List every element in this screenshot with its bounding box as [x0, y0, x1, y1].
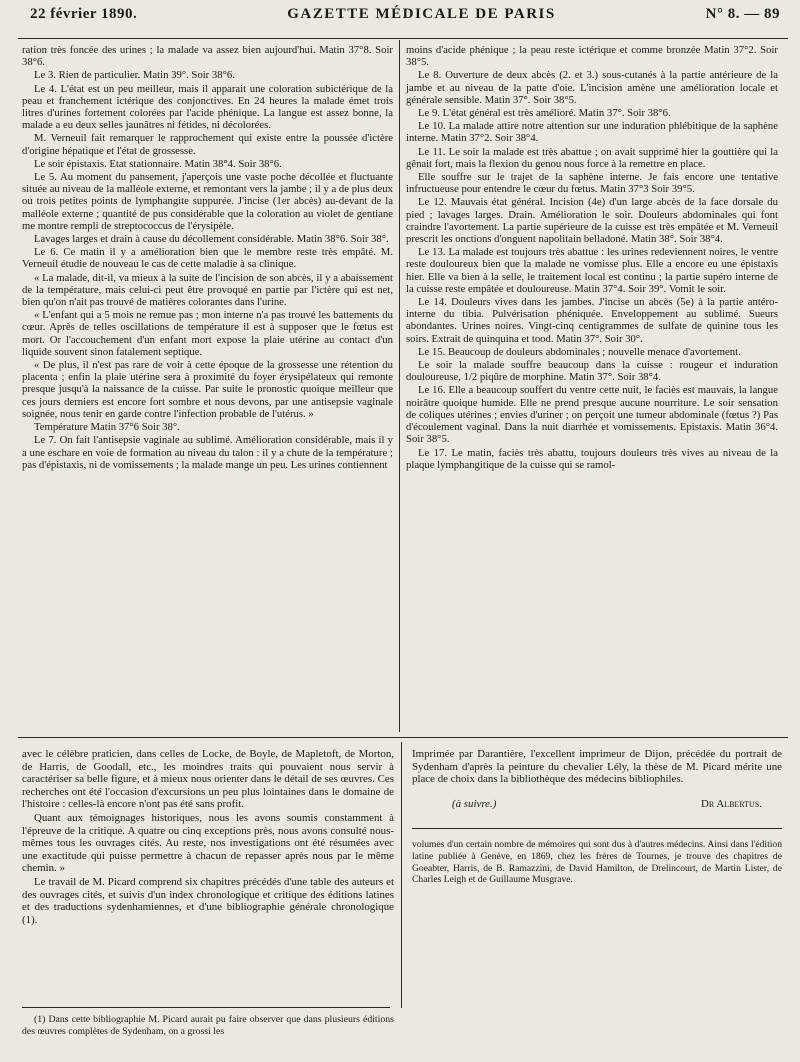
paragraph: Le 9. L'état général est très amélioré. Matin 37°. Soir 38°6.: [418, 107, 671, 120]
paragraph: Le 13. La malade est toujours très abattue : les urines redeviennent noires, le ventre reste douloureux bien que la malade ne vomisse plus. Elle a encore eu une épistaxis hier. Elle va bien à la selle, le traitement local est continu ; la partie supéro interne de la cuisse reste empâtée et douloureuse. Matin 37°4. Soir 39°. Vomit le soir.: [406, 246, 778, 295]
paragraph: Le 10. La malade attire notre attention sur une induration phlébitique de la saphène interne. Matin 37°2. Soir 38°4.: [406, 120, 778, 145]
paragraph: Lavages larges et drain à cause du décollement considérable. Matin 38°6. Soir 38°.: [34, 233, 389, 246]
column-divider: [399, 40, 400, 732]
paragraph: Le 7. On fait l'antisepsie vaginale au sublimé. Amélioration considérable, mais il y a une eschare en voie de formation au niveau du talon : il y a chute de la température ; pas d'épistaxis, ni de vomissements ; la malade mange un peu. Les urines contiennent: [22, 434, 393, 471]
paragraph: avec le célèbre praticien, dans celles de Locke, de Boyle, de Mapletoft, de Morton, de Harris, de Goodall, etc., les moindres traits qui pouvaient nous servir à caractériser sa belle figure, et à mieux nous orienter dans le détail de ses œuvres. Ces recherches ont été l'occasion d'excursions un peu plus lointaines dans le domaine de l'histoire : celles-là encore n'ont pas été sans profit.: [22, 748, 394, 811]
paragraph: M. Verneuil fait remarquer le rapprochement qui existe entre la poussée d'ictère d'origine hépatique et l'état de grossesse.: [22, 132, 393, 157]
paragraph: Le soir la malade souffre beaucoup dans la cuisse : rougeur et induration douloureuse, 1/2 piqûre de morphine. Matin 37°. Soir 38°4.: [406, 359, 778, 384]
bottom-left-column: [22, 748, 394, 927]
paragraph: Le 11. Le soir la malade est très abattue ; on avait supprimé hier la gouttière qui la gênait fort, mais la flexion du genou nous force à la remettre en place.: [406, 145, 778, 170]
paragraph: Imprimée par Darantière, l'excellent imprimeur de Dijon, précédée du portrait de Sydenham d'après la peinture du chevalier Lély, la thèse de M. Picard mérite une place de choix dans la bibliothèque des médecins bibliophiles.: [412, 748, 782, 786]
to-be-continued: (à suivre.): [452, 797, 497, 810]
paragraph: « La malade, dit-il, va mieux à la suite de l'incision de son abcès, il y a abaissement de la température, mais celui-ci peut être provoqué en partie par l'ictère qui est net, bien qu'on n'ait pas trouvé de matières colorantes dans l'urine.: [22, 271, 393, 309]
paragraph: Quant aux témoignages historiques, nous les avons soumis constamment à l'épreuve de la critique. A quatre ou cinq exceptions près, nous avons consulté nous-mêmes tous les ouvrages cités. Au reste, nos investigations ont été résumées avec une exactitude qui puisse permettre à chacun de repasser après nous par le même chemin. »: [22, 811, 394, 875]
paragraph: « De plus, il n'est pas rare de voir à cette époque de la grossesse une rétention du placenta ; enfin la plaie utérine sera à proximité du foyer érysipélateux qui remonte presque jusqu'à la naissance de la cuisse. Par suite le pronostic quoique meilleur que ces jours derniers est encore fort sombre et nous devons, par une antisepsie vaginale soignée, nous tenir en garde contre l'infection probable de l'utérus. »: [22, 359, 393, 420]
paragraph: Le 12. Mauvais état général. Incision (4e) d'un large abcès de la face dorsale du pied ; lavages larges. Drain. Amélioration le soir. Douleurs abdominales qui font craindre l'avortement. La partie supérieure de la cuisse est très empâtée et M. Verneuil prescrit les onctions d'onguent napolitain belladoné. Matin 38°. Soir 38°4.: [406, 196, 778, 246]
bottom-right-column: [412, 748, 782, 887]
author-name: Dr Albertus.: [701, 797, 762, 810]
footnote-paragraph: (1) Dans cette bibliographie M. Picard aurait pu faire observer que dans plusieurs éditions des œuvres complètes de Sydenham, on a grossi les: [22, 1014, 394, 1037]
header-date: 22 février 1890.: [30, 6, 138, 22]
paragraph: Le 6. Ce matin il y a amélioration bien que le membre reste très empâté. M. Verneuil étudie de nouveau le cas de cette maladie à sa clinique.: [22, 246, 393, 271]
paragraph: Le 8. Ouverture de deux abcès (2. et 3.) sous-cutanés à la partie antérieure de la jambe et au niveau de la patte d'oie. L'incision amène une amélioration locale et générale sensible. Matin 37°. Soir 38°5.: [406, 69, 778, 106]
paragraph: moins d'acide phénique ; la peau reste ictérique et comme bronzée Matin 37°2. Soir 38°5.: [406, 44, 778, 69]
page-number: N° 8. — 89: [705, 6, 780, 22]
page-header: [30, 6, 780, 32]
paragraph: Le 16. Elle a beaucoup souffert du ventre cette nuit, le faciès est mauvais, la langue noirâtre quoique humide. Elle ne prend presque aucune nourriture. Le soir sensation de coliques utérines ; envies d'uriner ; on perçoit une tumeur abdominale (fœtus ?) Pas d'écoulement vaginal. Dans la nuit diarrhée et vomissements. Epistaxis. Matin 36°4. Soir 38°5.: [406, 384, 778, 446]
paragraph: Le soir épistaxis. Etat stationnaire. Matin 38°4. Soir 38°6.: [34, 157, 282, 170]
signature: [452, 798, 762, 811]
note-paragraph: volumes d'un certain nombre de mémoires qui sont dus à d'autres médecins. Ainsi dans l'édition latine publiée à Genève, en 1869, chez les frères de Tournes, je trouve des chapitres de Goeabter, Harris, de B. Ramazzini, de David Hamilton, de Drelincourt, de Martin Lister, de Charles Leigh et de Guillaume Musgrave.: [412, 839, 782, 886]
paragraph: Température Matin 37°6 Soir 38°.: [34, 421, 180, 434]
header-rule: [18, 38, 788, 39]
paragraph: « L'enfant qui a 5 mois ne remue pas ; mon interne n'a pas trouvé les battements du cœur. Après de telles oscillations de température il est à supposer que le fœtus est mort. Or l'accouchement d'un enfant mort expose la plaie utérine au contact d'un liquide souvent sinon fatalement septique.: [22, 309, 393, 358]
paragraph: ration très foncée des urines ; la malade va assez bien aujourd'hui. Matin 37°8. Soir 38°6.: [22, 44, 393, 69]
paragraph: Le 3. Rien de particulier. Matin 39°. Soir 38°6.: [34, 69, 235, 82]
footnote: [22, 1014, 394, 1038]
right-column: [406, 44, 778, 472]
paragraph: Le 4. L'état est un peu meilleur, mais il apparait une coloration subictérique de la peau et franchement ictérique des conjonctives. En 24 heures la malade émet trois litres d'urines fortement colorées par l'acide phénique. La langue est assez bonne, la malade a eu deux selles jaunâtres ni fétides, ni décolorées.: [22, 82, 393, 132]
left-column: [22, 44, 393, 472]
paragraph: Le 15. Beaucoup de douleurs abdominales ; nouvelle menace d'avortement.: [418, 345, 741, 358]
paragraph: Le 5. Au moment du pansement, j'aperçois une vaste poche décollée et fluctuante située au niveau de la malléole externe, et remontant vers la jambe ; il y a de plus deux ou trois petites points de lymphangite suppurée. J'incise (1er abcès) au-devant de la malléole externe ; quantité de pus considérable que la coloration au violet de gentiane me montre rempli de streptococcus de l'érysipèle.: [22, 171, 393, 232]
paragraph: Le travail de M. Picard comprend six chapitres précédés d'une table des auteurs et des ouvrages cités, et suivis d'un index chronologique et critique des éditions latines et des traductions sydenhamiennes, et d'une bibliographie générale chronologique (1).: [22, 875, 394, 926]
note-rule: [412, 828, 782, 829]
footnote-rule: [22, 1007, 390, 1008]
paragraph: Le 17. Le matin, faciès très abattu, toujours douleurs très vives au niveau de la plaque lymphangitique de la cuisse qui se ramol-: [406, 446, 778, 471]
bottom-column-divider: [401, 742, 402, 1008]
section-rule: [18, 737, 788, 738]
journal-title: GAZETTE MÉDICALE DE PARIS: [287, 6, 556, 22]
paragraph: Le 14. Douleurs vives dans les jambes. J'incise un abcès (5e) à la partie antéro-interne du tibia. Pulvérisation phéniquée. Enveloppement au sublimé. Sueurs abondantes. Urines noires. Vingt-cinq centigrammes de sulfate de quinine tous les soirs. Extrait de quinquina et tood. Matin 37°. Soir 30°.: [406, 296, 778, 345]
paragraph: Elle souffre sur le trajet de la saphène interne. Je fais encore une tentative infructueuse pour entendre le cœur du fœtus. Matin 37°3 Soir 39°5.: [406, 171, 778, 196]
